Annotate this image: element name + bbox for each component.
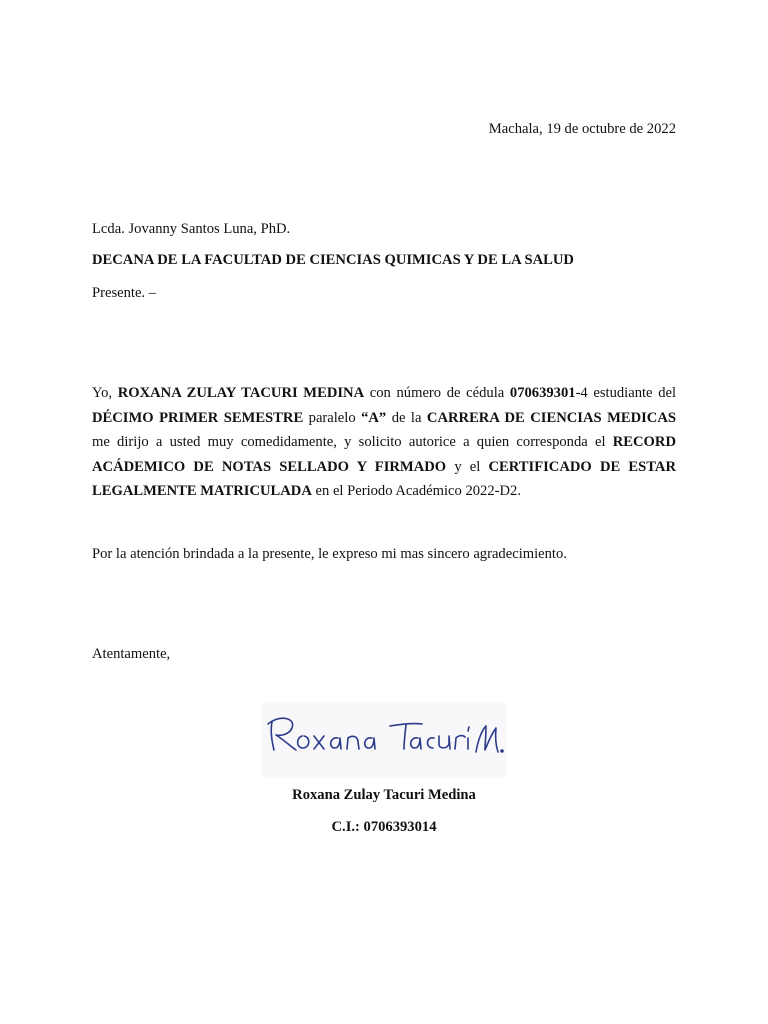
signatory-name: Roxana Zulay Tacuri Medina (292, 787, 476, 803)
body-text: de la (386, 409, 427, 426)
presente-line: Presente. – (92, 285, 157, 301)
body-text: y el (446, 458, 489, 475)
body-text: en el Periodo Académico 2022-D2. (311, 483, 521, 499)
handwritten-signature (262, 702, 506, 778)
body-text: con número de cédula (364, 385, 510, 401)
cedula-number: 070639301 (509, 385, 576, 401)
body-text: Yo, (92, 385, 118, 401)
semester: DÉCIMO PRIMER SEMESTRE (92, 409, 304, 426)
student-name: ROXANA ZULAY TACURI MEDINA (117, 385, 365, 401)
body-paragraph (92, 381, 676, 504)
date-line: Machala, 19 de octubre de 2022 (488, 121, 676, 137)
signatory-id: C.I.: 0706393014 (331, 819, 437, 835)
career: CARRERA DE CIENCIAS MEDICAS (426, 409, 676, 426)
addressee-name: Lcda. Jovanny Santos Luna, PhD. (92, 221, 291, 237)
body-text: -4 estudiante del (575, 385, 677, 401)
addressee-title: DECANA DE LA FACULTAD DE CIENCIAS QUIMICAS Y DE LA SALUD (92, 252, 574, 268)
body-text: paralelo (303, 409, 362, 426)
certificate-request: CERTIFICADO DE ESTAR LEGALMENTE MATRICULADA (92, 458, 676, 499)
closing-line: Atentamente, (92, 646, 171, 662)
paralelo: “A” (361, 409, 387, 426)
thanks-line: Por la atención brindada a la presente, le expreso mi mas sincero agradecimiento. (92, 546, 567, 562)
body-text: me dirijo a usted muy comedidamente, y solicito autorice a quien corresponda el (92, 434, 613, 450)
record-request: RECORD ACÁDEMICO DE NOTAS SELLADO Y FIRMADO (92, 434, 676, 475)
